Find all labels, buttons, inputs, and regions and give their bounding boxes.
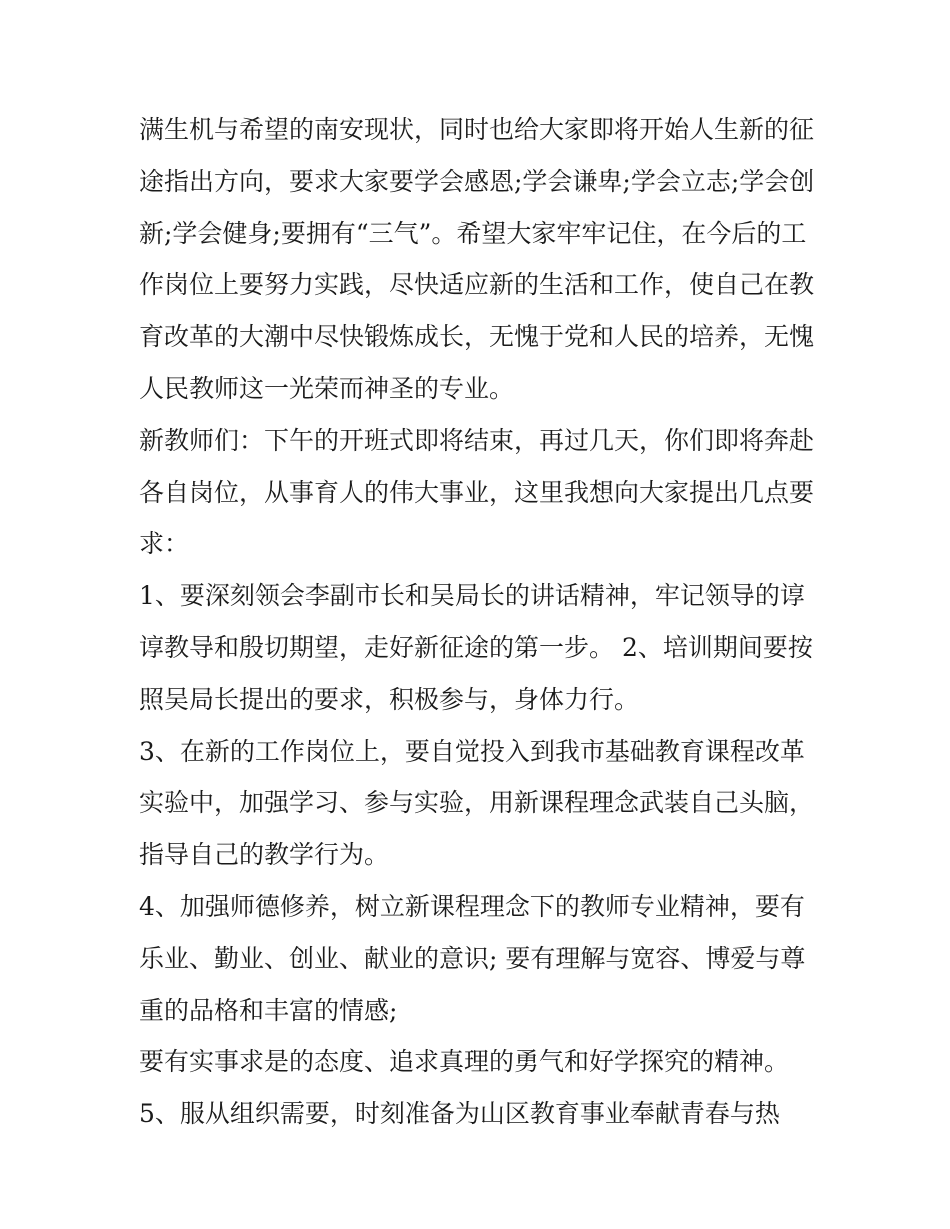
- text-line: 乐业、勤业、创业、献业的意识; 要有理解与宽容、博爱与尊: [139, 943, 806, 973]
- document-body: [139, 104, 829, 1140]
- text-line: 途指出方向，要求大家要学会感恩;学会谦卑;学会立志;学会创: [139, 166, 815, 196]
- list-item-3: 3、在新的工作岗位上，要自觉投入到我市基础教育课程改革: [139, 736, 805, 766]
- text-line: 实验中，加强学习、参与实验，用新课程理念武装自己头脑，: [139, 788, 815, 818]
- text-line: 人民教师这一光荣而神圣的专业。: [139, 373, 515, 403]
- text-line: 新;学会健身;要拥有“三气”。希望大家牢牢记住，在今后的工: [139, 218, 807, 248]
- list-item-1: 1、要深刻领会李副市长和吴局长的讲话精神，牢记领导的谆: [139, 581, 805, 611]
- text-line: 指导自己的教学行为。: [139, 840, 390, 870]
- text-line: 要有实事求是的态度、追求真理的勇气和好学探究的精神。: [139, 1047, 790, 1077]
- list-item-5: 5、服从组织需要，时刻准备为山区教育事业奉献青春与热: [139, 1099, 780, 1129]
- text-line: 重的品格和丰富的情感;: [139, 995, 398, 1025]
- text-line: 育改革的大潮中尽快锻炼成长，无愧于党和人民的培养，无愧: [139, 322, 815, 352]
- text-line: 照吴局长提出的要求，积极参与，身体力行。: [139, 684, 640, 714]
- text-line: 新教师们：下午的开班式即将结束，再过几天，你们即将奔赴: [139, 425, 815, 455]
- text-line: 作岗位上要努力实践，尽快适应新的生活和工作，使自己在教: [139, 270, 815, 300]
- list-item-4: 4、加强师德修养，树立新课程理念下的教师专业精神，要有: [139, 891, 805, 921]
- text-line: 各自岗位，从事育人的伟大事业，这里我想向大家提出几点要: [139, 477, 815, 507]
- text-line: 求：: [139, 529, 190, 559]
- text-line: 谆教导和殷切期望，走好新征途的第一步。 2、培训期间要按: [139, 632, 813, 662]
- text-line: 满生机与希望的南安现状，同时也给大家即将开始人生新的征: [139, 115, 815, 144]
